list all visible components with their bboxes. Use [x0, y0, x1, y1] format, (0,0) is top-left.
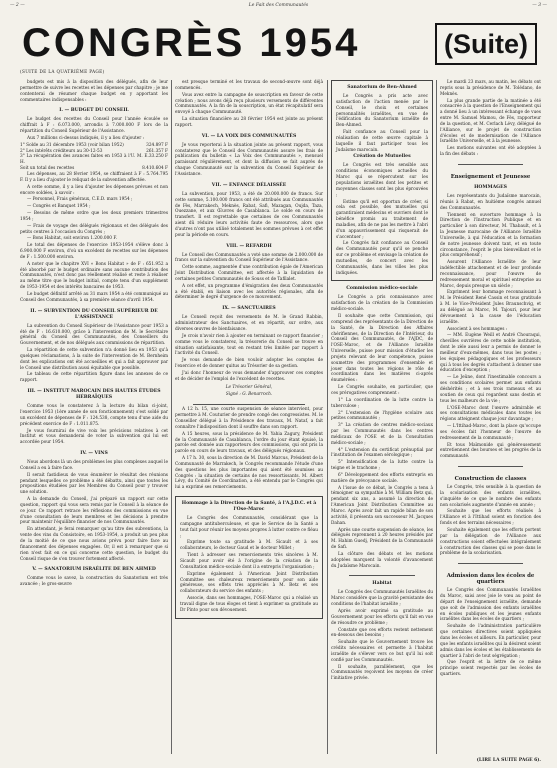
paragraph: Associe, dans ses hommages, l'OSE-Maroc qui a réalisé un travail digne de tous éloges et tient à exprimer sa gratitude au Dr Pinto pour son dévouement.: [180, 596, 318, 613]
paragraph: L'OSE-Maroc dont l'œuvre admirable et ses consultations médicales dans toutes les régions atteignent chaque jour davantage ;: [440, 405, 541, 423]
paragraph: Le Congrès souhaite, en particulier, que ces prérogatives comprennent :: [331, 385, 433, 396]
paragraph: Je vous demande de bien vouloir adopter les comptes de l'exercice et de donner quitus au Trésorier de sa gestion.: [175, 358, 323, 370]
paragraph: Exprime également à l'American Joint Distribution Committee ses chaleureux remerciements pour son aide généreuse, ses effets très appréciés à M. Betz et ses collaborateurs du service des enfants ;: [180, 571, 318, 595]
continuation-subheading: (SUITE DE LA QUATRIÈME PAGE): [20, 70, 105, 75]
paragraph: La répartition de cette subvention n'a donné lieu en 1953 qu'à quelques réclamations, à la suite de l'intervention de M. Bernheim dont les explications ont été accueillies et qui a fait approuver par le Conseil une distribution aussi équitable que possible.: [20, 348, 168, 371]
column-divider: [171, 80, 172, 754]
column-3: [331, 80, 433, 683]
paragraph: Les représentants du Judaïsme marocain, réunis à Rabat, en huitième congrès annuel des Communautés.: [440, 193, 541, 211]
paragraph: 5° Intensification de la lutte contre la teigne et le trachome ;: [331, 460, 433, 472]
header-right: — 3 —: [532, 3, 547, 8]
paragraph: Souhaite de l'administration particulière que certaines directives soient appliquées dans les écoles et ailleurs. En particulier, pour que les enfants israélites qui la désirent soient admis dans les écoles et les établissements de quartier à l'abri de tout ségrégation ;: [440, 624, 541, 659]
section-heading: V. — SANATORIUM ISRAÉLITE DE BEN AHMED: [32, 567, 156, 573]
finance-amount: 8.410.604 F: [142, 166, 168, 172]
paragraph: Après une courte suspension de séance, les délégués reprennent à 20 heures présidés par M. Hahim Guedj, Président de la Communauté de Safi.: [331, 527, 433, 551]
paragraph: Aux 7 millions ci-dessus indiqués, il y a lieu d'ajouter :: [27, 135, 145, 141]
paragraph: Le Congrès a pris acte avec satisfaction de l'action menée par le Conseil, le choix et certaines personnalités israélites, en vue de l'édification du Sanatorium israélite de Ben-Ahmed.: [336, 94, 428, 129]
section-heading: Habitat: [372, 581, 392, 587]
paragraph: A 12 h. 15, une courte suspension de séance intervient, pour permettre à M. Couturier de prendre congé des congressistes. M. le Conseiller délégué à la Présidence des travaux, M. Nataf, a fait connaître l'indisposition dont il souffre dans son rapport.: [175, 407, 323, 430]
signature-title: Le Trésorier Général,: [225, 384, 273, 390]
paragraph: Je vous fournirai de vive voix les précisions relatives à cet Institut et vous demanderai de voter la subvention qui lui est accordée pour 1954.: [20, 428, 168, 446]
finance-amount: 324.897 F: [146, 142, 168, 148]
finance-amount: 33.250 F: [148, 154, 168, 160]
paragraph: 2° L'extension de l'hygiène scolaire aux petites communautés ;: [331, 410, 433, 422]
paragraph: — Bons Habitat, soit environ 1.200.000 F.: [27, 236, 117, 242]
finance-label: 2° Les intérêts créditeurs au 30-12-53: [20, 148, 103, 154]
paragraph: Expriment leur hommage reconnaissant à M. le Président René Cassin et tous gratitude à M. le Vice-Président Jules Braunschvig, et au délégué au Maroc, M. Tajouri, pour leur dévouement à la cause de l'éducation israélite.: [440, 290, 541, 325]
paragraph: Le budget des recettes du Conseil pour l'année écoulée se chiffrait à F : 6.073.000, arrondis à 7.000.000 F lors de la répartition du Conseil Supérieur de l'Assistance.: [20, 117, 168, 135]
paragraph: 4° L'extension du certificat prénuptial par l'institution de l'examen sérologique ;: [331, 447, 433, 459]
paragraph: est presque terminé et les travaux de second-œuvre sont déjà commencés.: [175, 80, 323, 91]
paragraph: Souhaite que les efforts réalisés à l'Alliance et à l'Ittihad soient en fonction des fonds et des terrains nécessaires ;: [440, 509, 541, 527]
paragraph: Je crois n'avoir rien à ajouter en terminant ce rapport financier ; comme vous le constaterez, la trésorerie du Conseil se trouve en situation satisfaisante, tout en restant très limitée par rapport à l'activité du Conseil.: [175, 333, 323, 357]
paragraph: Assurent l'Alliance Israélite de leur indéfectible attachement et de leur profonde reconnaissance, pour l'œuvre de redressement moral et spirituel entreprise au Maroc, depuis presque un siècle ;: [440, 260, 541, 289]
paragraph: Le total des dépenses de l'exercice 1953-1954 s'élève donc à 6.900.000 F environ, d'où un excédent de recettes sur les dépenses de F : 1.500.000 environ.: [20, 243, 168, 260]
finance-line: [20, 154, 168, 166]
paragraph: Il souhaite, parallèlement, que les Communautés reçoivent les moyens de créer l'initiative privée.: [331, 664, 433, 682]
paragraph: — L'Ittihad-Maroc, dont la place qu'occupe ses écoles fait l'honneur de l'œuvre de redressement de la communauté ;: [440, 424, 541, 441]
section-heading: Admission dans les écoles de quartiers: [446, 573, 535, 586]
paragraph: La subvention du Conseil Supérieur de l'Assistance pour 1953 a été de F : 16.610.000, grâce à l'intervention de M. le Secrétaire général du Conseil des Communautés, des Conseillers du Gouvernement, et de nos délégués aux commissions de répartition.: [20, 323, 168, 347]
paragraph: La clôture des débats et les motions adoptées marquent la volonté d'avancement du Judaïsme Marocain.: [331, 551, 433, 569]
paragraph: A 17 h. 30, sous la direction de M. David Marcus, Président de la Communauté de Marrakech, le Congrès recommande l'étude d'une des questions les plus importantes qui aient été soumises au Congrès : la situation de certains de nos ressortissants. M. Albert Lévy, du Comité de Coordination, a été entendu par le Congrès qui lui a exprimé ses remerciements.: [175, 456, 323, 491]
paragraph: A cet effet, un programme d'émigration des deux Communautés a été établi, en liaison avec les autorités régionales, afin de déterminer le degré d'urgence de ce mouvement.: [175, 283, 323, 301]
paragraph: Le Congrès a pris connaissance avec satisfaction de la création de la Commission médico-sociale.: [331, 295, 433, 313]
running-header: [10, 3, 547, 12]
paragraph: Comme vous le savez, la construction du Sanatorium est très avancée ; le gros-œuvre: [20, 576, 168, 588]
paragraph: Les motions suivantes ont été adoptées à la fin des débats :: [440, 146, 541, 158]
paragraph: Constate que ces efforts restent nettement en-dessous des besoins ;: [331, 627, 433, 639]
paragraph: J'ai donc l'honneur de vous demander d'approuver ces comptes et de décider de l'emploi de l'excédent de recettes.: [175, 370, 323, 382]
paragraph: — MM. Eugène Weill et André Chouraqui, chevilles ouvrières de cette noble institution, dont le zèle aussi leur a permis de donner le meilleur d'eux-mêmes, dans tous les postes ; les équipes pédagogiques et les professeurs qui à tous les degrés s'attachent à donner une éducation d'exception ;: [440, 333, 541, 374]
section-heading: IX. — SANCTUAIRES: [222, 306, 276, 312]
section-heading: Création de Mutuelles: [353, 154, 411, 160]
continued-on-page: (LIRE LA SUITE PAGE 6).: [476, 758, 541, 763]
section-heading: II. — SUBVENTION DU CONSEIL SUPÉRIEUR DE L'ASSISTANCE: [30, 308, 158, 320]
paragraph: Il souhaite que cette Commission, qui comprend des représentants de la Direction de la Santé, de la Direction des Affaires chérifiennes, de la Direction de l'Intérieur, du Conseil des Communautés, de l'AJDC, de l'OSE-Maroc, et de l'Alliance Israélite Universelle, puisse pour mission d'étudier les projets relevant de leur compétence, puisse soumettre des programmes d'ensemble et jouer dans toutes les régions le rôle de coordination dans les matières ci-après énumérées :: [331, 314, 433, 384]
paragraph: Tiennent en ouverture hommage à la Direction de l'Instruction Publique et en particulier à son directeur, M. Thabault, et à la Jeunesse marocaine de l'Alliance Israélite Universelle, à qui l'éducation et la formation de notre jeunesse doivent tant, et en toute circonstance, l'esprit le plus bienveillant et le plus compréhensif ;: [440, 212, 541, 259]
paragraph: Le Congrès des Communautés, considérant que la campagne antituberculeuse, et que le Service de la Santé a tout fait pour réunir les moyens propres à lutter contre ce fléau ;: [180, 516, 318, 539]
paragraph: 3° La création de centres médico-sociaux par les Communautés dans les centres médicaux de l'OSE et de la Consultation médico-sociale ;: [331, 423, 433, 446]
paragraph: Les dépenses, au 28 février 1954, se chiffraient à F : 5.764.795 F. Il y a lieu d'ajouter le reliquat de la subvention affectée.: [20, 171, 168, 183]
paragraph: Le mardi 23 mars, au matin, les débats ont repris sous la présidence de M. Tolédano, de Meknès.: [440, 80, 541, 97]
divider: [458, 466, 523, 467]
finance-label: 1° Solde au 31 décembre 1953 (voir bilan 1952): [20, 142, 124, 148]
paragraph: Et tous Maïmonide qui généreusement entretiennent des bourses et les progrès de la communauté.: [440, 442, 541, 460]
paragraph: La situation financière au 28 février 1954 est jointe au présent rapport.: [175, 117, 323, 128]
signature-name: Signé : G. Benarroch.: [225, 392, 273, 398]
paragraph: Le Congrès des Communautés Israélites du Maroc considère que la gravité persistante des conditions de l'habitat israélite ;: [331, 590, 433, 608]
finance-label: 3° La récupération des avances faites en 1953 à l'U. M. E. H.: [20, 154, 149, 166]
paragraph: Le Congrès est très sensible aux conditions économiques actuelles du Maroc qui se répercutent sur les populations israélites dont les petites et moyennes classes sont les plus éprouvées ;: [336, 163, 428, 198]
paragraph: Le Conseil reçoit des versements de M. le Grand Rabbin, administrateur des Sanctuaires, et en répartit, sur ordre, aux diverses œuvres de bienfaisance.: [175, 315, 323, 332]
section-heading: VIII. — REFARDH: [226, 243, 272, 249]
paragraph: — Besoins de même ordre que les deux premiers trimestres 1954 ;: [20, 211, 168, 222]
section-heading: I. — BUDGET DU CONSEIL: [59, 108, 129, 114]
divider: [193, 404, 305, 405]
hommage-box: [175, 496, 323, 619]
paragraph: Le Conseil des Communautés a voté une somme de 2.000.000 de francs sur la subvention du Conseil Supérieur de l'Assistance.: [175, 252, 323, 264]
paragraph: Estime qu'il est opportun de créer, si cela est possible, des mutuelles qui garantiraient médecins et ouvriers dont le bénéfice promis au traitement de maladies, afin de ne pas les mettre à l'abri d'un appauvrissement qui risquerait de s'accentuer ;: [336, 199, 428, 240]
page-title: CONGRÈS 1954: [22, 21, 361, 65]
suite-box: (Suite): [435, 23, 537, 65]
paragraph: 6° Développement des efforts entrepris en matière de prévoyance sociale.: [331, 472, 433, 484]
column-2: [175, 80, 323, 623]
paragraph: La subvention, pour 1953, a été de 20.000.000 de francs. Sur cette somme, 5.100.000 francs ont été attribués aux Communautés de Fès, Marrakech, Meknès, Rabat, Safi, Mazagan, Oujda, Taza, Ouezzane, et aux Œuvres de Casablanca. Le solde en cours de transfert. Il est regrettable que certaines de ces Communautés aient dû réduire leurs activités faute de ressources, alors que d'autres n'ont pas utilisé totalement les sommes prévues à cet effet pour la période en cours.: [175, 191, 323, 238]
section-heading: Enseignement et Jeunesse: [450, 173, 531, 180]
section-heading: Commission médico-sociale: [346, 286, 418, 292]
column-divider: [436, 80, 437, 754]
paragraph: — Personnel, Frais généraux, C.E.D. mars 1954 ;: [27, 197, 133, 203]
paragraph: Le tableau de cette répartition figure dans les annexes de ce rapport.: [20, 372, 168, 384]
section-heading: VI. — LA VOIX DES COMMUNAUTÉS: [201, 133, 297, 139]
paragraph: Fait confiance au Conseil pour la réalisation de cette œuvre capitale à laquelle il faut participer tous les Judaïsme marocain.: [336, 130, 428, 153]
paragraph: — Congrès et Banquet 1954 ;: [27, 204, 91, 210]
header-center: Le Fait des Communautés: [248, 3, 309, 8]
paragraph: Souhaite que le Gouvernement trouve les crédits nécessaires et permette à l'habitat israélite de s'élever vers ce but qu'il lui soit confié par les Communautés.: [331, 640, 433, 663]
paragraph: A cette somme, il y a lieu d'ajouter les dépenses prévues et non encore soldées, à savoir :: [20, 184, 168, 196]
sanatorium-box: [331, 80, 433, 281]
paragraph: A la demande du Conseil, j'ai préparé un rapport sur cette question, rapport qui vous sera remis par le Conseil à la séance de ce jour. Ce rapport retrace les réflexions des commissions en vue d'une consultation de leurs membres et les décisions à prendre pour maintenir l'équilibre financier de nos Communautés.: [20, 497, 168, 526]
section-heading: Construction de classes: [454, 476, 527, 483]
divider: [458, 563, 523, 564]
paragraph: Le Congrès des Communautés Israélites du Maroc, saisi avec joie le vœu au point de départ de l'enseignement israélite, demande que soit de l'admission des enfants israélites en écoles publiques et les jeunes enfants israélites dans les écoles de quartiers ;: [440, 588, 541, 623]
paragraph: Le Congrès, très sensible à la question de la scolarisation des enfants israélites, s'inquiète de ce que le nombre des enfants non scolarisés augmente d'année en année ;: [440, 485, 541, 508]
section-heading: VII. — ENFANCE DÉLAISSÉE: [211, 182, 287, 188]
paragraph: Tient à adresser ses remerciements très sincères à M. Sicault pour avoir été à l'origine de la création de la Consultation médico-sociale dont il a entrepris l'organisation ;: [180, 553, 318, 570]
section-heading: HOMMAGES: [474, 184, 507, 190]
paragraph: Exprime toute sa gratitude à M. Sicault et à ses collaborateurs, le docteur Gaud et le docteur Millet ;: [180, 540, 318, 552]
paragraph: — Le Jeûne, dont l'inestimable concours a ses conditions scolaires permet aux enfants déshérités ; et à ses trois rameaux et au soutien de ceux qui regardent sans destin et tous les malheurs de la vie ;: [440, 375, 541, 404]
divider: [349, 575, 415, 576]
column-4: [440, 80, 541, 679]
paragraph: Le Congrès fait confiance au Conseil des Communautés pour qu'il se penche sur ce problème et envisage la création de mutuelles, de concert avec les Communautés, dans les villes les plus indiquées.: [336, 241, 428, 276]
paragraph: 1° La coordination de la lutte contre la tuberculose ;: [331, 397, 433, 409]
paragraph: budgets est mis à la disposition des délégués, afin de leur permettre de suivre les recettes et les dépenses par chapitre ; je me contenterai de résumer chaque budget en y apportant les commentaires indispensables :: [20, 80, 168, 103]
paragraph: La plus grande partie de la matinée a été consacrée à la question de l'Enseignement qui a donné lieu à un intéressant échange de vues entre M. Samuel Mamou, de Fès, rapporteur de la question, et M. Cerlach Lévy, délégué de l'Alliance, sur le projet de construction d'écoles et de modernisation de l'Alliance Israélite Universelle, et à la jeunesse.: [440, 98, 541, 145]
paragraph: Vous avez entre la campagne de souscription en faveur de cette création ; nous avons déjà reçu plusieurs versements de différentes Communautés. A la fin de la souscription, un état récapitulatif sera envoyé à chaque Communauté.: [175, 92, 323, 116]
header-left: — 2 —: [10, 3, 25, 8]
paragraph: Nous abordons là un des problèmes les plus complexes auquel le Conseil a eu à faire face.: [20, 460, 168, 471]
box-heading: Hommage à la Direction de la Santé, à l'A.J.D.C. et à l'Ose-Maroc: [181, 501, 317, 513]
section-heading: IV. — VINS: [80, 451, 108, 457]
paragraph: Souhaite également que les efforts portent par la délégation de l'Alliance aux constructions soient effectuées intégralement à construction des classes qui se pose dans le problème de la scolarisation.: [440, 528, 541, 557]
paragraph: En attendant, je ferai remarquer qu'au titre des subventions, la vente des vins du Consistoire, en 1953-1954, a produit un peu plus de la moitié de ce que nous avions prévu pour faire face au financement des dépenses engagées. Or, il est à remarquer que si rien n'est fait en ce qui concerne cette question, le budget du Conseil risque de s'en trouver fortement affecté.: [20, 527, 168, 562]
paragraph: Cette somme, augmentée d'une contribution égale de l'American Joint Distribution Committee, est affectée à la liquidation de certaines petites Communautés de Souss et de Tafilalet.: [175, 265, 323, 282]
paragraph: Le budget définitif arrêté au 31 mars 1954 a été communiqué au Conseil des Communautés, à sa première séance d'avril 1954.: [20, 292, 168, 303]
paragraph: Après avoir exprimé sa gratitude au Gouvernement pour les efforts qu'il fait en vue de résoudre ce problème ;: [331, 608, 433, 626]
paragraph: A noter que le chapitre XVI « Bons Habitat » de F : 651.952 a été absorbé par le budget ordinaire sans aucune contribution des Communautés, n'est donc pas réellement réalisé et reste à réaliser au même titre que le budget initial, compte tenu d'un supplément de 1953-1954 et des intérêts bancaires de 1953.: [20, 261, 168, 291]
column-divider: [327, 80, 328, 754]
column-1: [20, 80, 168, 589]
finance-amount: 261.357 F: [146, 148, 168, 154]
paragraph: Comme vous le constaterez à la lecture du bilan ci-joint, l'exercice 1953 (1ère année de son fonctionnement) s'est soldé par un excédent de dépenses de F : 124.538, compte tenu d'une aide du précédent exercice de F : 1.011.875.: [20, 404, 168, 427]
finance-label: Soit un total des recettes: [20, 166, 75, 172]
paragraph: — Frais de voyage des délégués régionaux et des délégués des petits centres à l'occasion du Congrès ;: [20, 223, 168, 235]
paragraph: Que l'esprit et la lettre de ce même principe soient respectés par les écoles de quartiers.: [440, 660, 541, 678]
paragraph: A l'issue de ce débat, le Congrès a tenu à témoigner sa sympathie à M. William Betz qui, pendant six ans, a assumé la direction de l'American Joint Distribution Committee au Maroc. Après avoir fait un rapide bilan de son activité, il présenta son successeur M. Jacques Dahan.: [331, 485, 433, 526]
paragraph: Je vous reporterai à la situation jointe au présent rapport, vous constaterez que le Conseil des Communautés assure les frais de publication du bulletin « La Voix des Communautés », mensuel paraissant régulièrement, et dont la diffusion se fait auprès de chaque Communauté sur la subvention du Conseil Supérieur de l'Assistance.: [175, 142, 323, 177]
paragraph: Associent à ses hommages :: [447, 326, 508, 332]
box-heading: Sanatorium de Ben-Ahmed: [347, 85, 417, 90]
divider: [458, 164, 523, 165]
paragraph: A 15 heures, sous la présidence de M. Yahia Zagury, Président de la Communauté de Casablanca, l'ordre du jour étant épuisé, la parole est donnée aux rapporteurs des commissions, qui ont pris la parole en cours de leurs travaux, et des délégués régionaux.: [175, 431, 323, 455]
paragraph: Il serait fastidieux de vous énumérer le résultat des réunions pendant lesquelles ce problème a été débattu, ainsi que toutes les propositions étudiées par les Membres du Conseil pour y trouver une solution.: [20, 472, 168, 496]
section-heading: III. — INSTITUT MAROCAIN DES HAUTES ÉTUDES HÉBRAÏQUES: [27, 389, 161, 401]
masthead: [22, 20, 537, 66]
